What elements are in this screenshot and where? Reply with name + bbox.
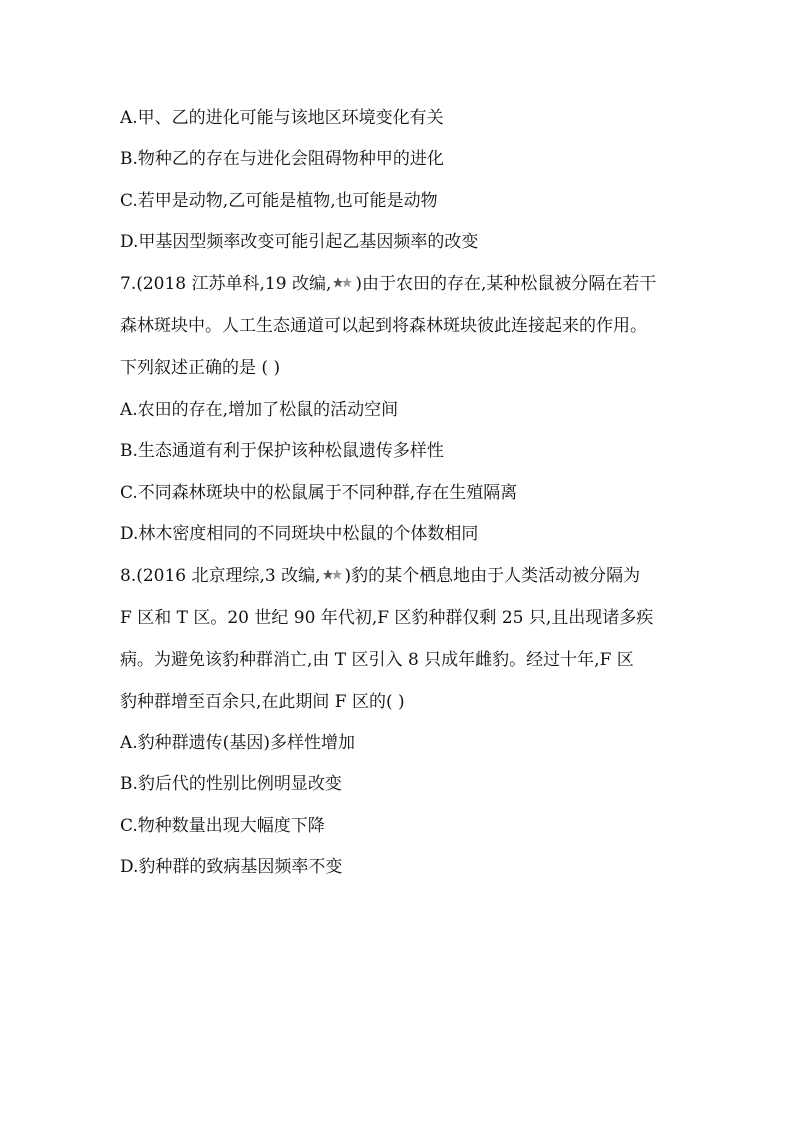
q6-option-a: A.甲、乙的进化可能与该地区环境变化有关	[120, 108, 444, 128]
q7-stem-line-1	[120, 272, 694, 296]
q7-source: 7.(2018 江苏单科,19 改编,	[120, 274, 332, 294]
q6-option-c: C.若甲是动物,乙可能是植物,也可能是动物	[120, 191, 438, 211]
q7-option-c: C.不同森林斑块中的松鼠属于不同种群,存在生殖隔离	[120, 483, 518, 503]
two-star-difficulty-icon	[322, 568, 344, 582]
q7-stem-line-3: 下列叙述正确的是 ( )	[120, 358, 281, 378]
q8-stem-line-3: 病。为避免该豹种群消亡,由 T 区引入 8 只成年雌豹。经过十年,F 区	[120, 650, 634, 670]
q8-source: 8.(2016 北京理综,3 改编,	[120, 566, 321, 586]
q8-stem-line-2: F 区和 T 区。20 世纪 90 年代初,F 区豹种群仅剩 25 只,且出现诸多疾	[120, 608, 654, 628]
q6-option-b: B.物种乙的存在与进化会阻碍物种甲的进化	[120, 149, 444, 169]
q7-option-d: D.林木密度相同的不同斑块中松鼠的个体数相同	[120, 524, 479, 544]
two-star-difficulty-icon	[332, 276, 354, 290]
q7-stem-line-2: 森林斑块中。人工生态通道可以起到将森林斑块彼此连接起来的作用。	[120, 316, 647, 336]
q8-option-a: A.豹种群遗传(基因)多样性增加	[120, 733, 355, 753]
q7-option-a: A.农田的存在,增加了松鼠的活动空间	[120, 400, 399, 420]
q8-stem-line-1	[120, 564, 694, 588]
q8-stem-rest: )豹的某个栖息地由于人类活动被分隔为	[344, 566, 641, 586]
q6-option-d: D.甲基因型频率改变可能引起乙基因频率的改变	[120, 232, 479, 252]
q8-stem-line-4: 豹种群增至百余只,在此期间 F 区的( )	[120, 692, 405, 712]
q7-stem-rest: )由于农田的存在,某种松鼠被分隔在若干	[355, 274, 657, 294]
q8-option-b: B.豹后代的性别比例明显改变	[120, 774, 342, 794]
q7-option-b: B.生态通道有利于保护该种松鼠遗传多样性	[120, 441, 444, 461]
q8-option-c: C.物种数量出现大幅度下降	[120, 816, 325, 836]
q8-option-d: D.豹种群的致病基因频率不变	[120, 857, 343, 877]
